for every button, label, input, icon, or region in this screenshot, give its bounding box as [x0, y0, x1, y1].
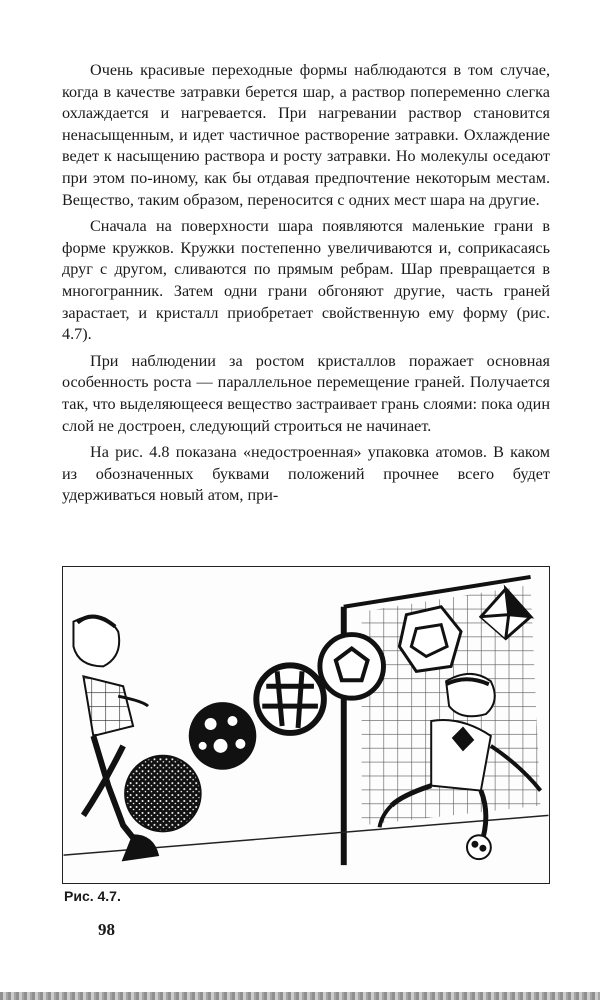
figure-illustration [62, 566, 550, 884]
paragraph-2: Сначала на поверхности шара появляются маленькие грани в форме кружков. Кружки постепенно увеличиваются и, соприкасаясь друг с другом, сливаются по прямым ребрам. Шар превращается в многогранник. Затем одни грани обгоняют другие, часть граней зарастает, и кристалл приобретает свойственную ему форму (рис. 4.7). [62, 217, 550, 344]
sphere-4 [320, 635, 384, 699]
paragraph-1: Очень красивые переходные формы наблюдаются в том случае, когда в качестве затравки берется шар, а раствор попеременно слегка охлаждается и нагревается. При нагревании раствор становится ненасыщенным, и идет частичное растворение затравки. Охлаждение ведет к насыщению раствора и росту затравки. Но молекулы оседают при этом по-иному, как бы отдавая предпочтение некоторым местам. Вещество, таким образом, переносится с одних мест шара на другие. [62, 61, 550, 209]
sphere-3 [256, 665, 324, 733]
crystal-growth-drawing [63, 567, 549, 883]
paragraph-3: При наблюдении за ростом кристаллов поражает основная особенность роста — параллельное перемещение граней. Получается так, что выделяющееся вещество застраивает грань слоями: пока один слой не достроен, следующий строиться не начинает. [62, 351, 550, 435]
figure-caption: Рис. 4.7. [64, 888, 121, 904]
paragraph-4: На рис. 4.8 показана «недостроенная» упаковка атомов. В каком из обозначенных буквами положений прочнее всего будет удерживаться новый атом, при- [62, 443, 550, 505]
sphere-1 [125, 756, 201, 832]
body-text [62, 60, 550, 512]
scan-edge [0, 992, 600, 1000]
page-number: 98 [98, 920, 115, 939]
sphere-2 [189, 702, 257, 770]
